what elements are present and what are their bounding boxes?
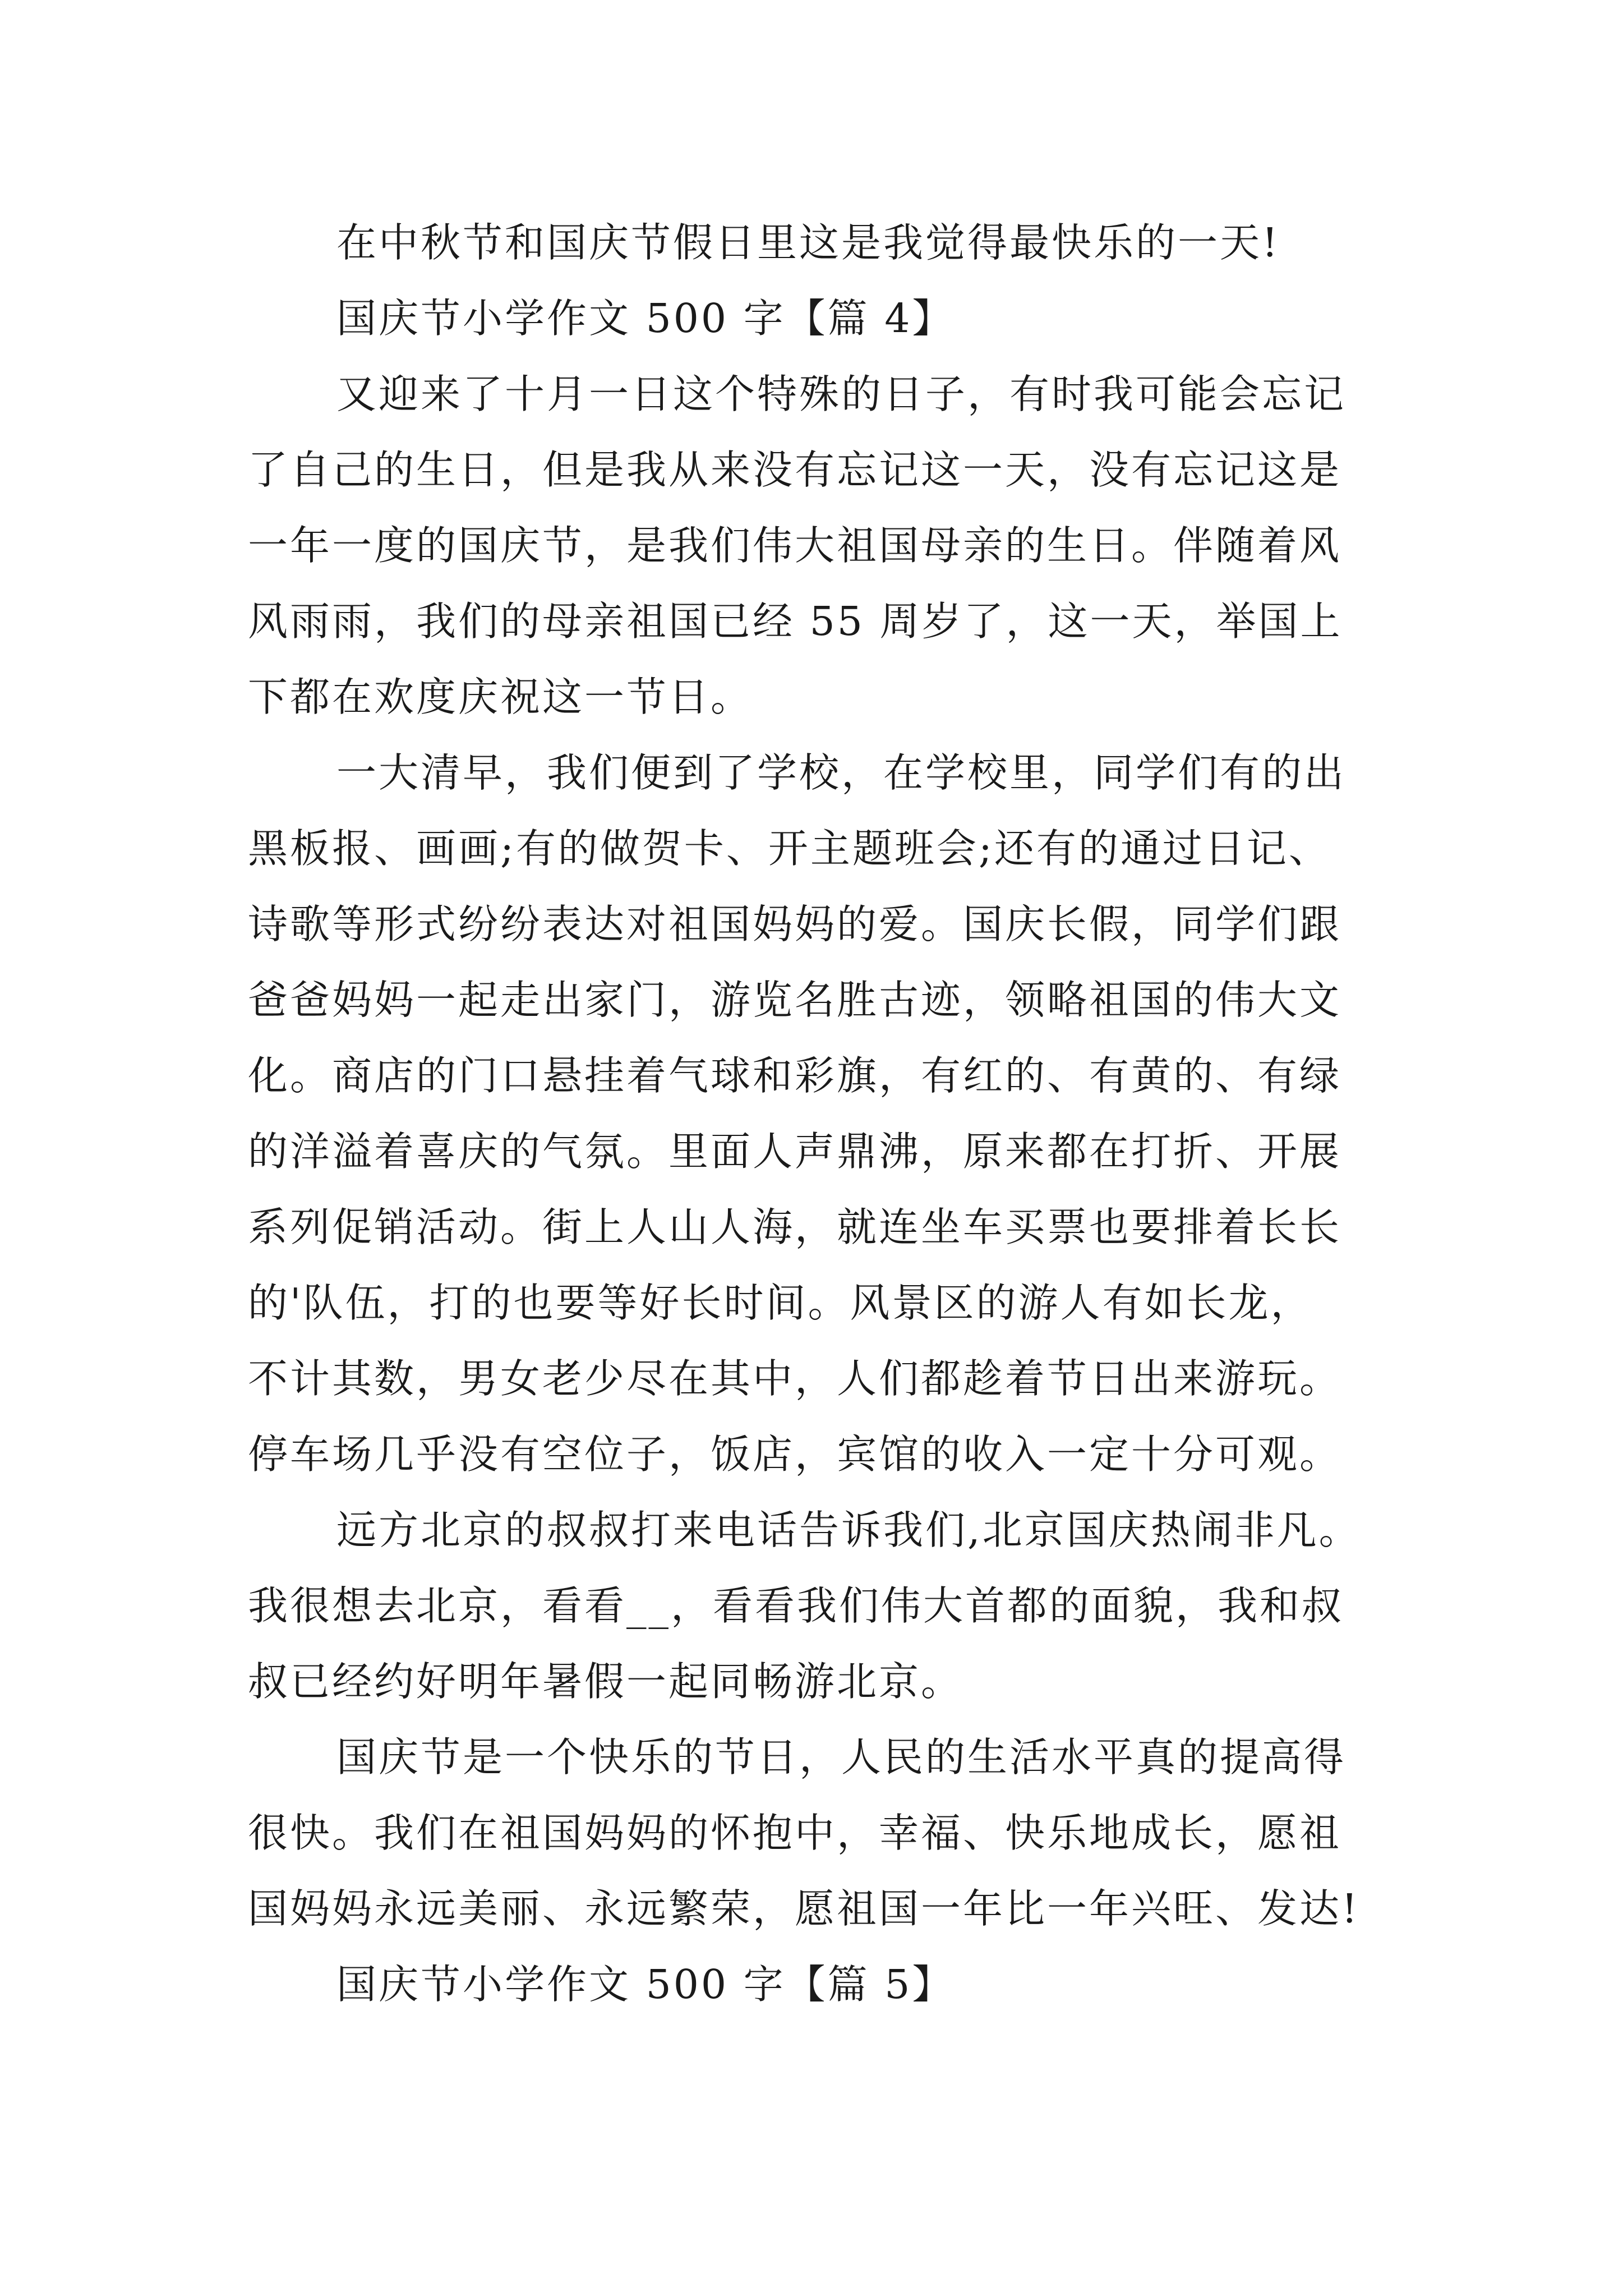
- text-line: 爸爸妈妈一起走出家门，游览名胜古迹，领略祖国的伟大文: [248, 977, 1342, 1023]
- text-line: 下都在欢度庆祝这一节日。: [248, 674, 753, 720]
- text-line: 不计其数，男女老少尽在其中，人们都趁着节日出来游玩。: [248, 1355, 1342, 1402]
- text-line: 在中秋节和国庆节假日里这是我觉得最快乐的一天!: [336, 219, 1280, 266]
- text-line: 系列促销活动。街上人山人海，就连坐车买票也要排着长长: [248, 1204, 1342, 1250]
- text-line: 停车场几乎没有空位子，饭店，宾馆的收入一定十分可观。: [248, 1431, 1342, 1478]
- text-line: 风雨雨，我们的母亲祖国已经 55 周岁了，这一天，举国上: [248, 598, 1343, 645]
- text-line: 远方北京的叔叔打来电话告诉我们,北京国庆热闹非凡。: [336, 1507, 1361, 1553]
- text-line: 很快。我们在祖国妈妈的怀抱中，幸福、快乐地成长，愿祖: [248, 1810, 1342, 1856]
- document-body: [248, 205, 1403, 2022]
- text-line: 化。商店的门口悬挂着气球和彩旗，有红的、有黄的、有绿: [248, 1052, 1342, 1099]
- text-line: 一大清早，我们便到了学校，在学校里，同学们有的出: [336, 749, 1347, 796]
- section-heading: 国庆节小学作文 500 字【篇 4】: [336, 295, 955, 342]
- text-line: 了自己的生日，但是我从来没有忘记这一天，没有忘记这是: [248, 447, 1342, 493]
- text-line: 国妈妈永远美丽、永远繁荣，愿祖国一年比一年兴旺、发达!: [248, 1885, 1360, 1932]
- text-line: 黑板报、画画;有的做贺卡、开主题班会;还有的通过日记、: [248, 825, 1331, 872]
- section-heading: 国庆节小学作文 500 字【篇 5】: [336, 1961, 955, 2008]
- text-line: 国庆节是一个快乐的节日，人民的生活水平真的提高得: [336, 1734, 1347, 1780]
- text-line: 的'队伍，打的也要等好长时间。风景区的游人有如长龙，: [248, 1280, 1313, 1326]
- text-line: 一年一度的国庆节，是我们伟大祖国母亲的生日。伴随着风: [248, 522, 1342, 569]
- text-line: 叔已经约好明年暑假一起同畅游北京。: [248, 1658, 963, 1705]
- text-line: 诗歌等形式纷纷表达对祖国妈妈的爱。国庆长假，同学们跟: [248, 901, 1342, 947]
- text-line: 我很想去北京，看看__，看看我们伟大首都的面貌，我和叔: [248, 1582, 1344, 1629]
- text-line: 的洋溢着喜庆的气氛。里面人声鼎沸，原来都在打折、开展: [248, 1128, 1342, 1175]
- text-line: 又迎来了十月一日这个特殊的日子，有时我可能会忘记: [336, 371, 1347, 417]
